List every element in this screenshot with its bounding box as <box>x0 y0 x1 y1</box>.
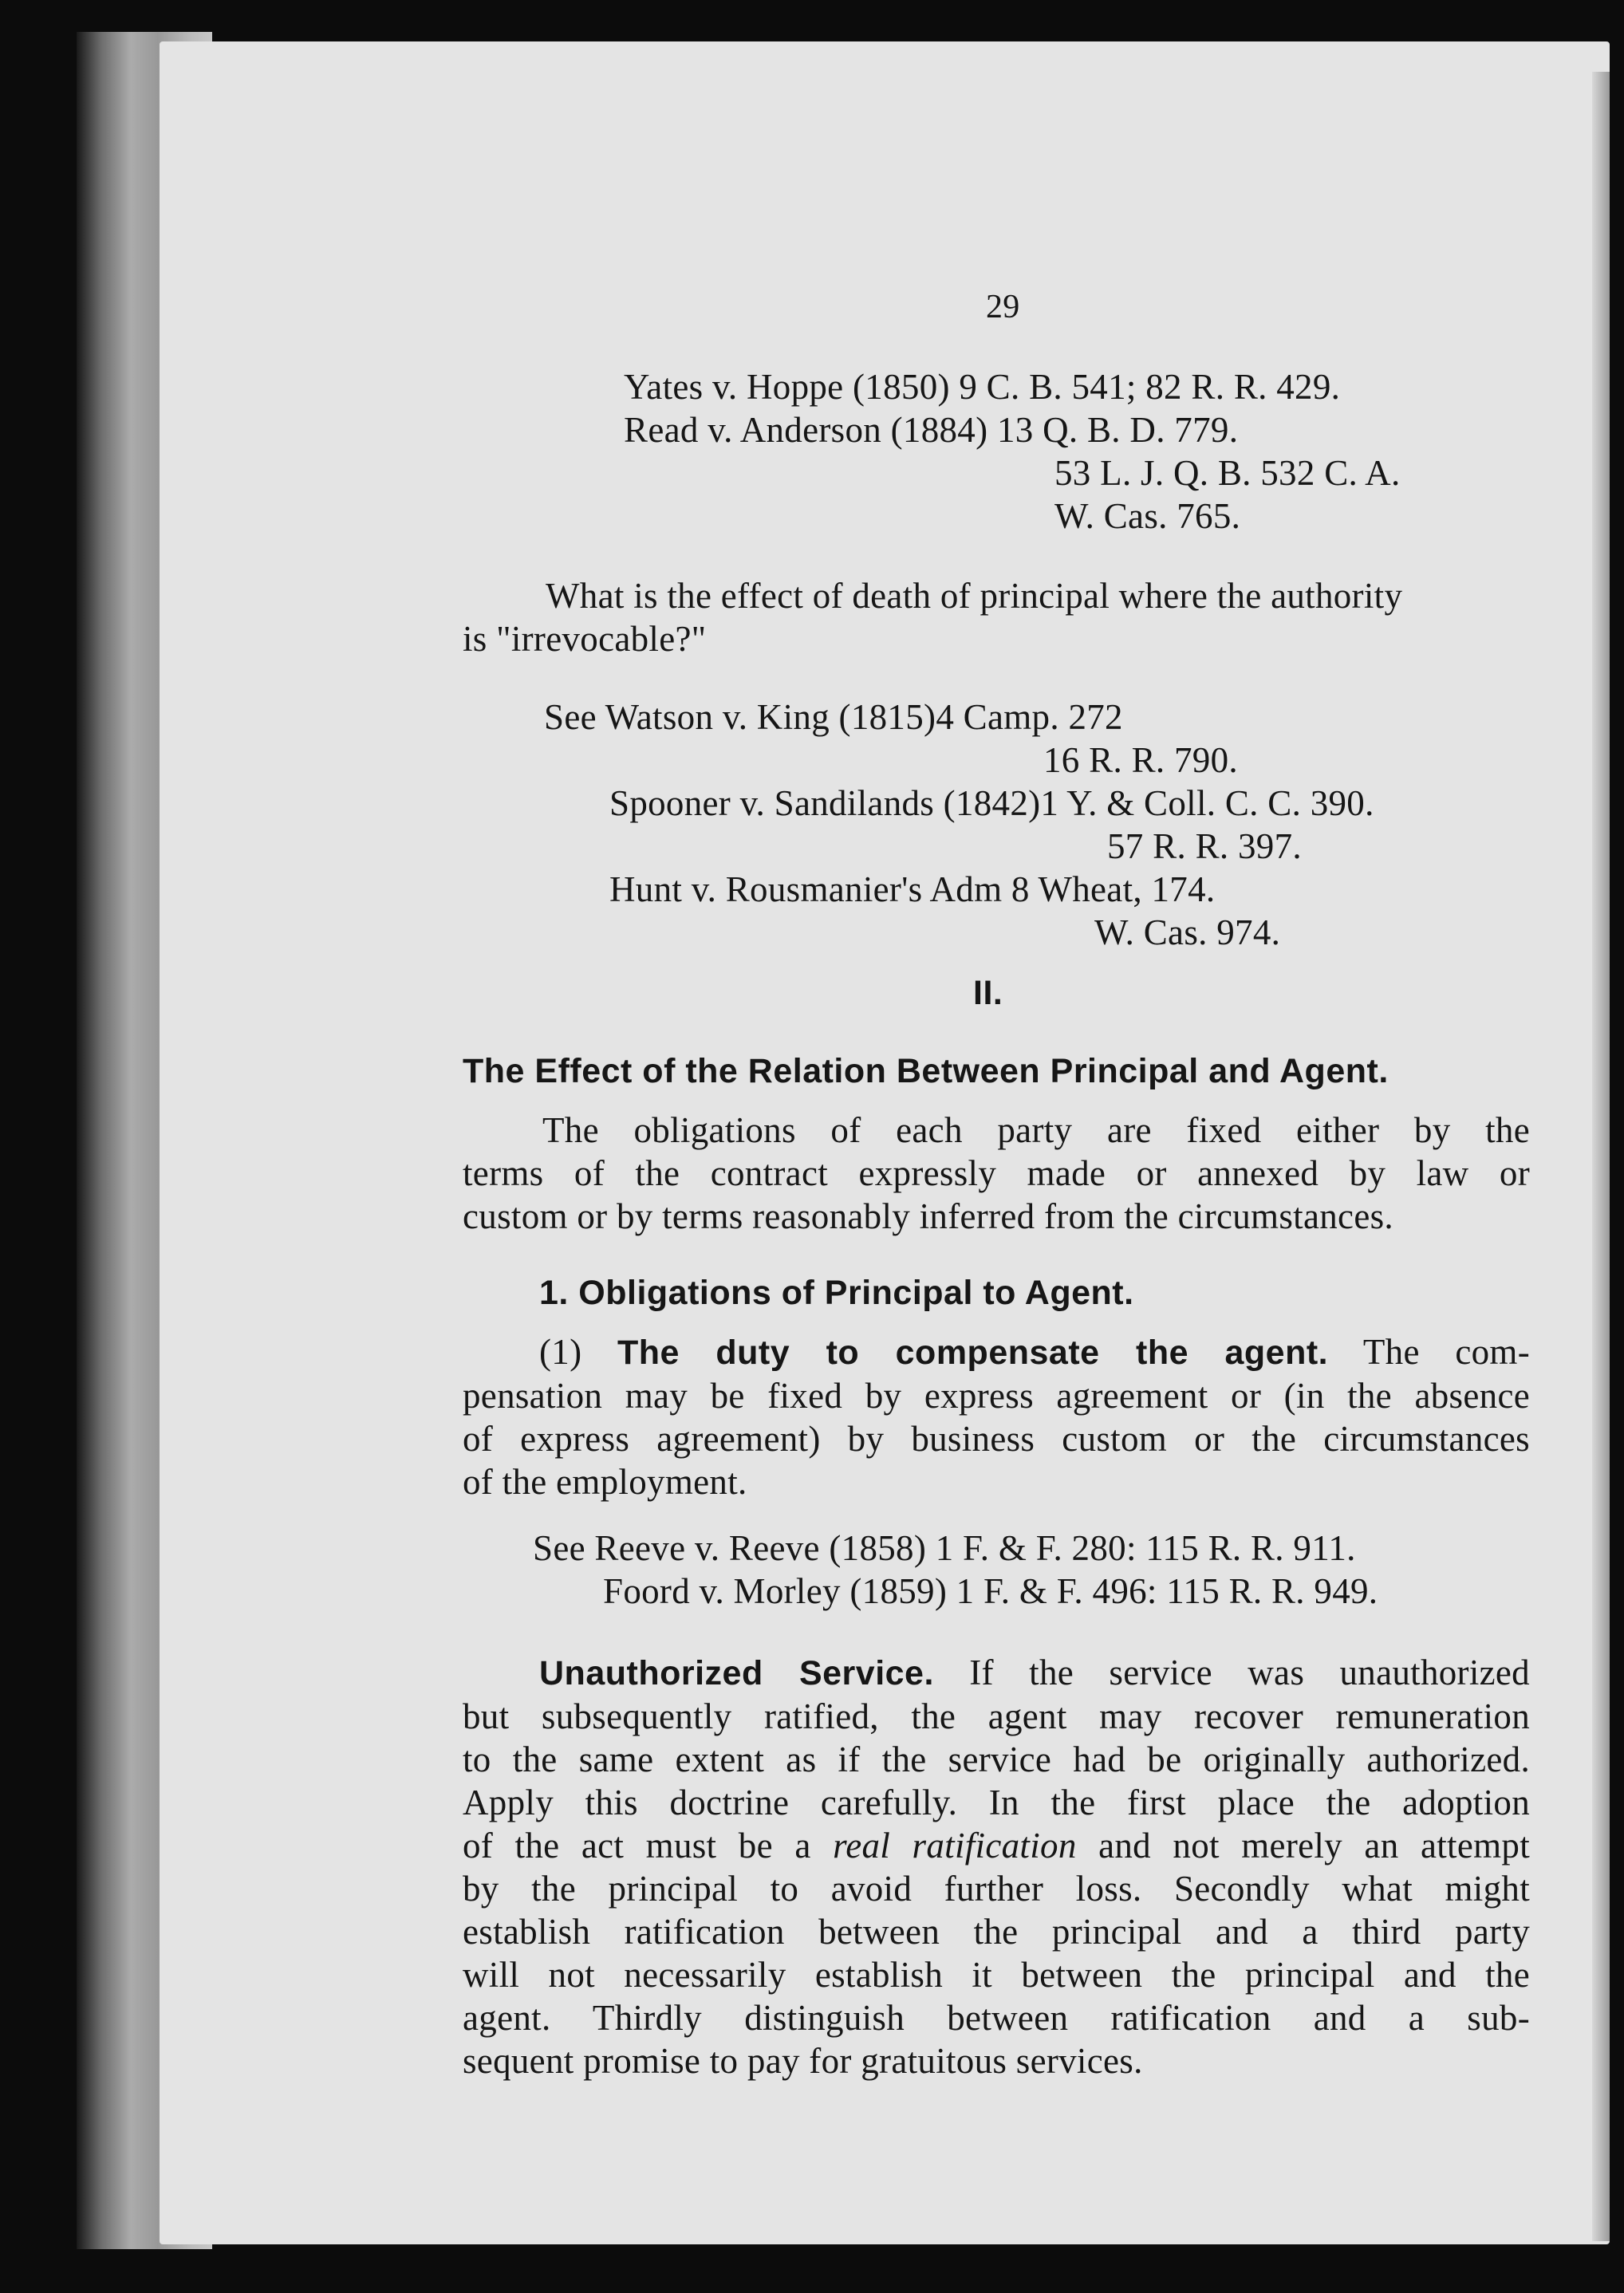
unauthorized-paragraph <box>463 1651 1530 2082</box>
duty-line-2: pensation may be fixed by express agreement or (in the absence <box>463 1376 1530 1416</box>
duty-title: The duty to compensate the agent. <box>617 1334 1329 1372</box>
unauthorized-line-10: sequent promise to pay for gratuitous services. <box>463 2041 1143 2081</box>
unauthorized-line-5-a: of the act must be a <box>463 1826 811 1866</box>
unauthorized-line-7: establish ratification between the principal and a third party <box>463 1912 1530 1952</box>
unauthorized-line-4: Apply this doctrine carefully. In the first place the adoption <box>463 1783 1530 1822</box>
citation-read-ljqb: 53 L. J. Q. B. 532 C. A. <box>1054 453 1401 493</box>
citation-foord: Foord v. Morley (1859) 1 F. & F. 496: 115 R. R. 949. <box>603 1571 1378 1611</box>
citation-reeve: See Reeve v. Reeve (1858) 1 F. & F. 280: 115 R. R. 911. <box>533 1528 1356 1568</box>
unauthorized-line-2: but subsequently ratified, the agent may recover remuneration <box>463 1696 1530 1736</box>
question-line-1: What is the effect of death of principal where the authority <box>546 576 1403 616</box>
citation-watson-rr: 16 R. R. 790. <box>1043 740 1238 780</box>
citation-spooner-rr: 57 R. R. 397. <box>1107 826 1302 866</box>
intro-paragraph <box>463 1109 1530 1238</box>
real-ratification-emphasis: real ratification <box>833 1826 1077 1866</box>
unauthorized-line-5-b: and not merely an attempt <box>1098 1826 1530 1866</box>
intro-line-3: custom or by terms reasonably inferred from the circumstances. <box>463 1196 1393 1236</box>
citation-read-wcas: W. Cas. 765. <box>1054 496 1241 536</box>
intro-line-2: terms of the contract expressly made or annexed by law or <box>463 1153 1530 1193</box>
unauthorized-line-9: agent. Thirdly distinguish between ratification and a sub- <box>463 1998 1530 2038</box>
unauthorized-line-1 <box>463 1651 1530 1695</box>
subheading-obligations: 1. Obligations of Principal to Agent. <box>539 1274 1134 1312</box>
unauthorized-line-5 <box>463 1824 1530 1867</box>
citation-hunt-wcas: W. Cas. 974. <box>1094 912 1281 952</box>
duty-line-3: of express agreement) by business custom or the circumstances <box>463 1419 1530 1459</box>
unauthorized-line-6: by the principal to avoid further loss. Secondly what might <box>463 1869 1530 1909</box>
citation-watson: See Watson v. King (1815)4 Camp. 272 <box>544 697 1123 737</box>
citation-spooner: Spooner v. Sandilands (1842)1 Y. & Coll. C. C. 390. <box>609 783 1374 823</box>
page-edge <box>1592 72 1610 2241</box>
duty-line-4: of the employment. <box>463 1462 747 1502</box>
citation-hunt: Hunt v. Rousmanier's Adm 8 Wheat, 174. <box>609 869 1216 909</box>
duty-line-1-rest: The com- <box>1362 1332 1530 1372</box>
intro-line-1: The obligations of each party are fixed either by the <box>542 1110 1530 1150</box>
unauthorized-title: Unauthorized Service. <box>539 1654 934 1692</box>
citation-read: Read v. Anderson (1884) 13 Q. B. D. 779. <box>624 410 1239 450</box>
duty-label: (1) <box>539 1332 582 1372</box>
section-numeral: II. <box>973 974 1003 1012</box>
page-number: 29 <box>986 289 1020 325</box>
unauthorized-line-8: will not necessarily establish it between the principal and the <box>463 1955 1530 1995</box>
duty-paragraph <box>463 1330 1530 1503</box>
unauthorized-line-3: to the same extent as if the service had be originally authorized. <box>463 1739 1530 1779</box>
question-line-2: is "irrevocable?" <box>463 619 707 659</box>
section-title: The Effect of the Relation Between Principal and Agent. <box>463 1052 1389 1090</box>
duty-line-1 <box>463 1330 1530 1374</box>
unauthorized-line-1-rest: If the service was unauthorized <box>969 1653 1530 1692</box>
citation-yates: Yates v. Hoppe (1850) 9 C. B. 541; 82 R. R. 429. <box>624 367 1341 407</box>
